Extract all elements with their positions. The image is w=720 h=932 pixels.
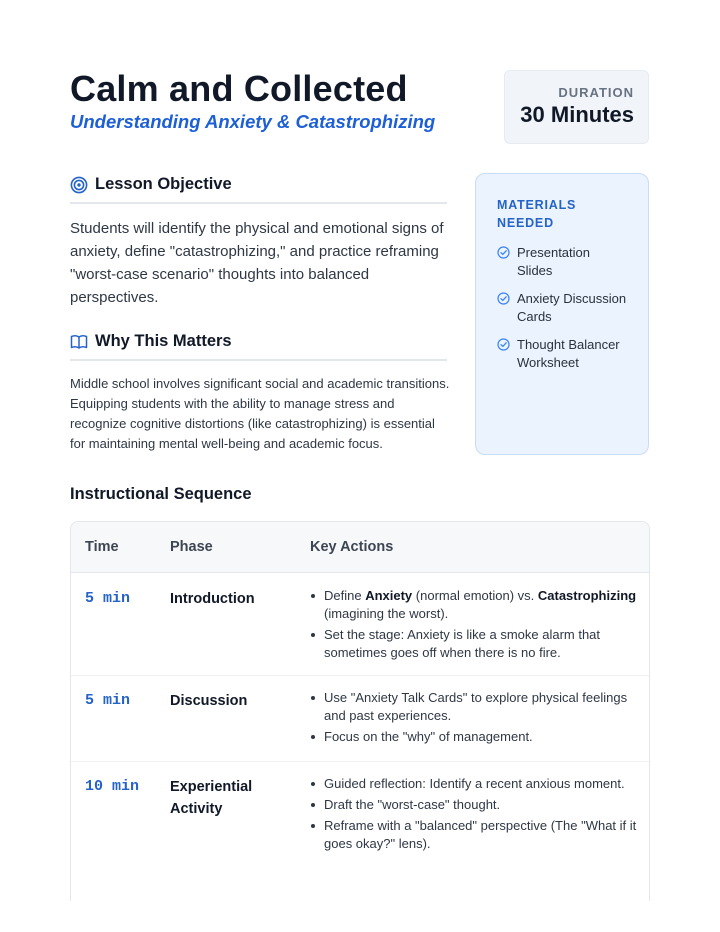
row-phase: Experiential Activity <box>170 779 253 817</box>
action-item: Reframe with a "balanced" perspective (The "What if it goes okay?" lens). <box>309 817 639 853</box>
action-term: Catastrophizing <box>537 588 637 603</box>
duration-value: 30 Minutes <box>520 102 634 127</box>
materials-title-line: NEEDED <box>497 216 554 230</box>
row-actions <box>309 689 639 749</box>
row-phase: Introduction <box>170 591 255 607</box>
action-text: Define <box>324 588 366 603</box>
action-item <box>309 587 639 623</box>
objective-heading <box>70 175 447 204</box>
table-row <box>71 573 649 676</box>
page-subtitle: Understanding Anxiety & Catastrophizing <box>70 111 436 132</box>
material-item-label: Anxiety Discussion Cards <box>517 291 627 324</box>
table-header <box>71 522 649 573</box>
material-item-label: Presentation Slides <box>517 245 590 278</box>
sequence-title: Instructional Sequence <box>70 485 252 503</box>
action-text: (imagining the worst). <box>324 606 449 621</box>
material-item <box>497 290 634 326</box>
sequence-table <box>70 521 650 901</box>
objective-text: Students will identify the physical and emotional signs of anxiety, define "catastrophizing," and practice reframing "worst-case scenario" thoughts into balanced perspectives. <box>70 220 444 306</box>
duration-label: DURATION <box>558 85 634 100</box>
header-time: Time <box>85 539 119 555</box>
materials-title <box>497 196 634 232</box>
header-actions: Key Actions <box>310 539 394 555</box>
action-term: Anxiety <box>365 588 413 603</box>
action-item: Guided reflection: Identify a recent anxious moment. <box>309 775 639 793</box>
row-phase: Discussion <box>170 693 248 709</box>
material-item <box>497 336 634 372</box>
action-text: (normal emotion) vs. <box>412 588 538 603</box>
row-actions <box>309 775 639 856</box>
book-icon <box>70 333 88 351</box>
matters-text: Middle school involves significant social and academic transitions. Equipping students with the ability to manage stress and recognize cognitive distortions (like catastrophizing) is essential for maintaining mental well-being and academic focus. <box>70 376 450 451</box>
material-item <box>497 244 634 280</box>
action-item: Set the stage: Anxiety is like a smoke alarm that sometimes goes off when there is no fire. <box>309 626 639 662</box>
check-circle-icon <box>497 246 510 259</box>
check-circle-icon <box>497 292 510 305</box>
action-item: Draft the "worst-case" thought. <box>309 796 639 814</box>
action-item: Focus on the "why" of management. <box>309 728 639 746</box>
materials-title-line: MATERIALS <box>497 198 577 212</box>
duration-badge <box>504 70 649 144</box>
action-item: Use "Anxiety Talk Cards" to explore physical feelings and past experiences. <box>309 689 639 725</box>
header-phase: Phase <box>170 539 213 555</box>
material-item-label: Thought Balancer Worksheet <box>517 337 620 370</box>
page-title: Calm and Collected <box>70 68 408 109</box>
materials-panel <box>475 173 649 455</box>
row-actions <box>309 587 639 665</box>
matters-heading-text: Why This Matters <box>95 332 232 350</box>
matters-heading <box>70 332 447 361</box>
row-time: 5 min <box>85 692 131 709</box>
row-time: 10 min <box>85 778 140 795</box>
target-icon <box>70 176 88 194</box>
row-time: 5 min <box>85 590 131 607</box>
objective-heading-text: Lesson Objective <box>95 175 232 193</box>
check-circle-icon <box>497 338 510 351</box>
table-row <box>71 676 649 762</box>
table-row <box>71 762 649 901</box>
